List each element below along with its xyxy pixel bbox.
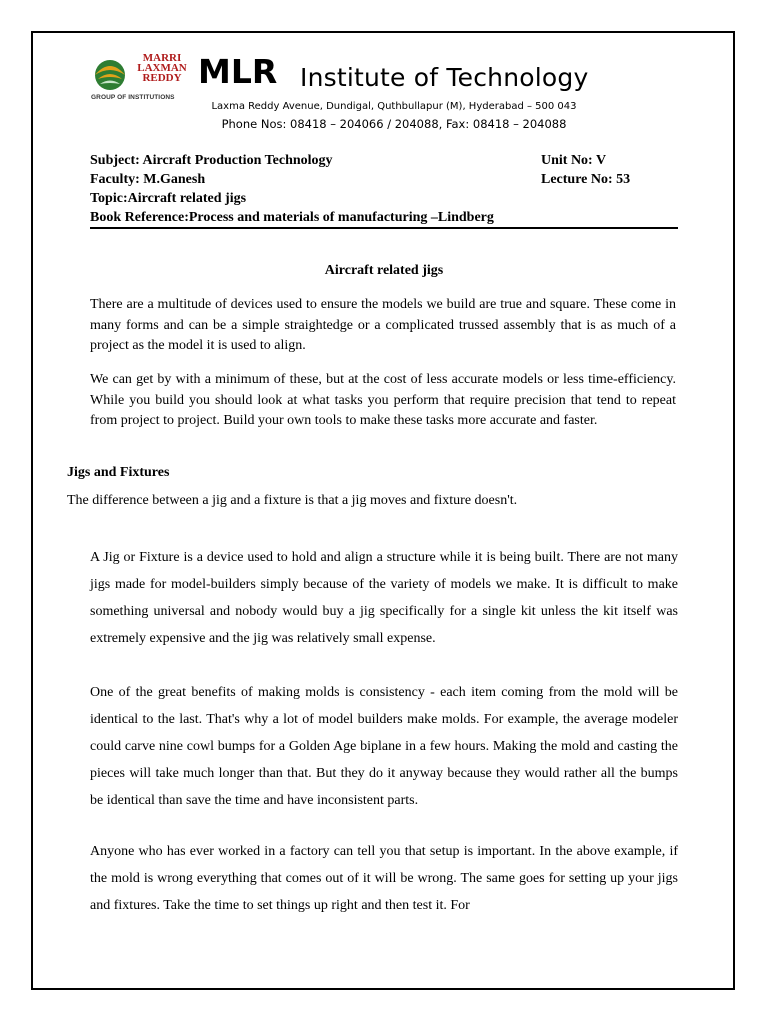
jig-fixture-difference: The difference between a jig and a fixture is that a jig moves and fixture doesn't. [67,493,518,508]
institute-phone: Phone Nos: 08418 – 204066 / 204088, Fax: 08418 – 204088 [221,117,567,131]
institute-name: Institute of Technology [300,63,589,92]
faculty-line: Faculty: M.Ganesh [90,172,206,187]
institution-logo [91,53,193,103]
brand-name: MLR [198,52,278,91]
document-title: Aircraft related jigs [324,263,444,278]
section-heading: Jigs and Fixtures [67,465,170,480]
logo-group-caption: GROUP OF INSTITUTIONS [91,94,175,101]
paragraph-intro: There are a multitude of devices used to ensure the models we build are true and square. These come in many forms and can be a simple straightedge or a complicated trussed assembly that is as much of a project as the model it is used to align. [90,297,676,353]
unit-number: Unit No: V [541,153,607,168]
lecture-number: Lecture No: 53 [541,172,631,187]
logo-line-reddy: REDDY [142,72,182,84]
header-divider [90,227,678,229]
topic-line: Topic:Aircraft related jigs [90,191,247,206]
logo-emblem-icon [91,55,129,93]
logo-line-laxman: LAXMAN [137,62,187,74]
paragraph-molds: One of the great benefits of making molds is consistency - each item coming from the mold will be identical to the last. That's why a lot of model builders make molds. For example, the average modeler could carve nine cowl bumps for a Golden Age biplane in a few hours. Making the mold and casting the pieces will take much longer than that. But they do it anyway because they would rather all the bumps be identical than save the time and have inconsistent parts. [90,685,678,808]
logo-line-marri: MARRI [142,52,182,64]
paragraph-efficiency: We can get by with a minimum of these, but at the cost of less accurate models or less time-efficiency. While you build you should look at what tasks you perform that require precision that tend to repeat from project to project. Build your own tools to make these tasks more accurate and faster. [90,372,676,428]
logo-wordmark [131,53,193,83]
paragraph-jig-definition: A Jig or Fixture is a device used to hold and align a structure while it is being built. There are not many jigs made for model-builders simply because of the variety of models we make. It is difficult to make something universal and nobody would buy a jig specifically for a single kit unless the kit itself was extremely expensive and the jig was relatively small expense. [90,550,678,646]
paragraph-setup: Anyone who has ever worked in a factory can tell you that setup is important. In the above example, if the mold is wrong everything that comes out of it will be wrong. The same goes for setting up your jigs and fixtures. Take the time to set things up right and then test it. For [90,844,678,913]
book-reference-line: Book Reference:Process and materials of manufacturing –Lindberg [90,210,494,225]
subject-line: Subject: Aircraft Production Technology [90,153,333,168]
institute-address: Laxma Reddy Avenue, Dundigal, Quthbullapur (M), Hyderabad – 500 043 [211,101,577,112]
